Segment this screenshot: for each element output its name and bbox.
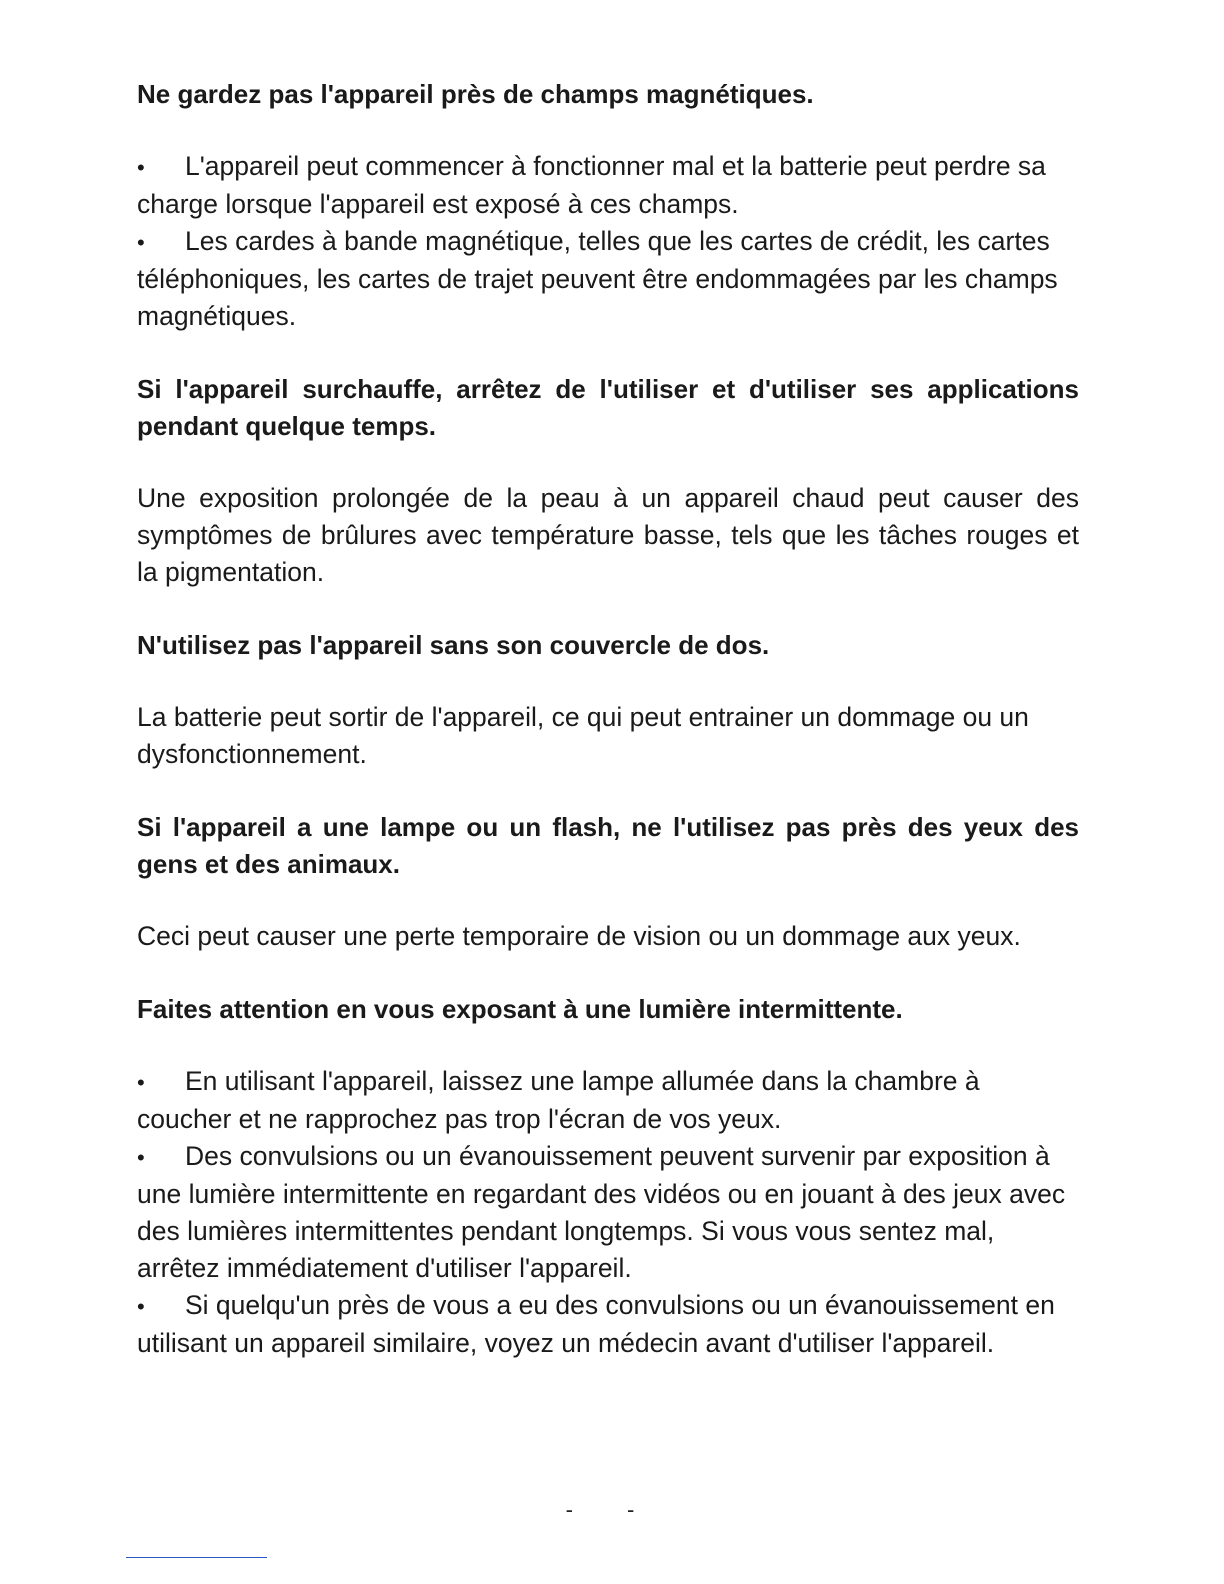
- bullet-icon: •: [137, 1145, 145, 1170]
- heading-flicker: Faites attention en vous exposant à une lumière intermittente.: [137, 994, 903, 1024]
- bullet-list-magnetic: [137, 148, 1079, 335]
- document-page: [137, 76, 1079, 1362]
- page-number: - -: [565, 1497, 659, 1522]
- bullet-icon: •: [137, 155, 145, 180]
- list-item: • Les cardes à bande magnétique, telles que les cartes de crédit, les cartes téléphoniques, les cartes de trajet peuvent être endommagées par les champs magnétiques.: [137, 226, 1058, 331]
- heading-back-cover: N'utilisez pas l'appareil sans son couvercle de dos.: [137, 630, 770, 660]
- heading-overheat: Si l'appareil surchauffe, arrêtez de l'utiliser et d'utiliser ses applications pendant quelque temps.: [137, 374, 1079, 441]
- heading-flash: Si l'appareil a une lampe ou un flash, ne l'utilisez pas près des yeux des gens et des animaux.: [137, 812, 1079, 879]
- bullet-icon: •: [137, 230, 145, 255]
- bullet-icon: •: [137, 1294, 145, 1319]
- bullet-list-flicker: [137, 1063, 1079, 1362]
- paragraph-back-cover: La batterie peut sortir de l'appareil, ce qui peut entrainer un dommage ou un dysfonctionnement.: [137, 702, 1029, 769]
- list-item: • L'appareil peut commencer à fonctionner mal et la batterie peut perdre sa charge lorsque l'appareil est exposé à ces champs.: [137, 151, 1046, 219]
- list-item: • En utilisant l'appareil, laissez une lampe allumée dans la chambre à coucher et ne rapprochez pas trop l'écran de vos yeux.: [137, 1066, 980, 1134]
- list-item: • Si quelqu'un près de vous a eu des convulsions ou un évanouissement en utilisant un appareil similaire, voyez un médecin avant d'utiliser l'appareil.: [137, 1290, 1055, 1358]
- list-item: • Des convulsions ou un évanouissement peuvent survenir par exposition à une lumière intermittente en regardant des vidéos ou en jouant à des jeux avec des lumières intermittentes pendant longtemps. Si vous vous sentez mal, arrêtez immédiatement d'utiliser l'appareil.: [137, 1141, 1066, 1283]
- heading-magnetic-fields: Ne gardez pas l'appareil près de champs magnétiques.: [137, 79, 814, 109]
- paragraph-overheat: Une exposition prolongée de la peau à un appareil chaud peut causer des symptômes de brûlures avec température basse, tels que les tâches rouges et la pigmentation.: [137, 483, 1079, 587]
- paragraph-flash: Ceci peut causer une perte temporaire de vision ou un dommage aux yeux.: [137, 921, 1021, 951]
- bullet-icon: •: [137, 1070, 145, 1095]
- footer-rule: [126, 1557, 267, 1558]
